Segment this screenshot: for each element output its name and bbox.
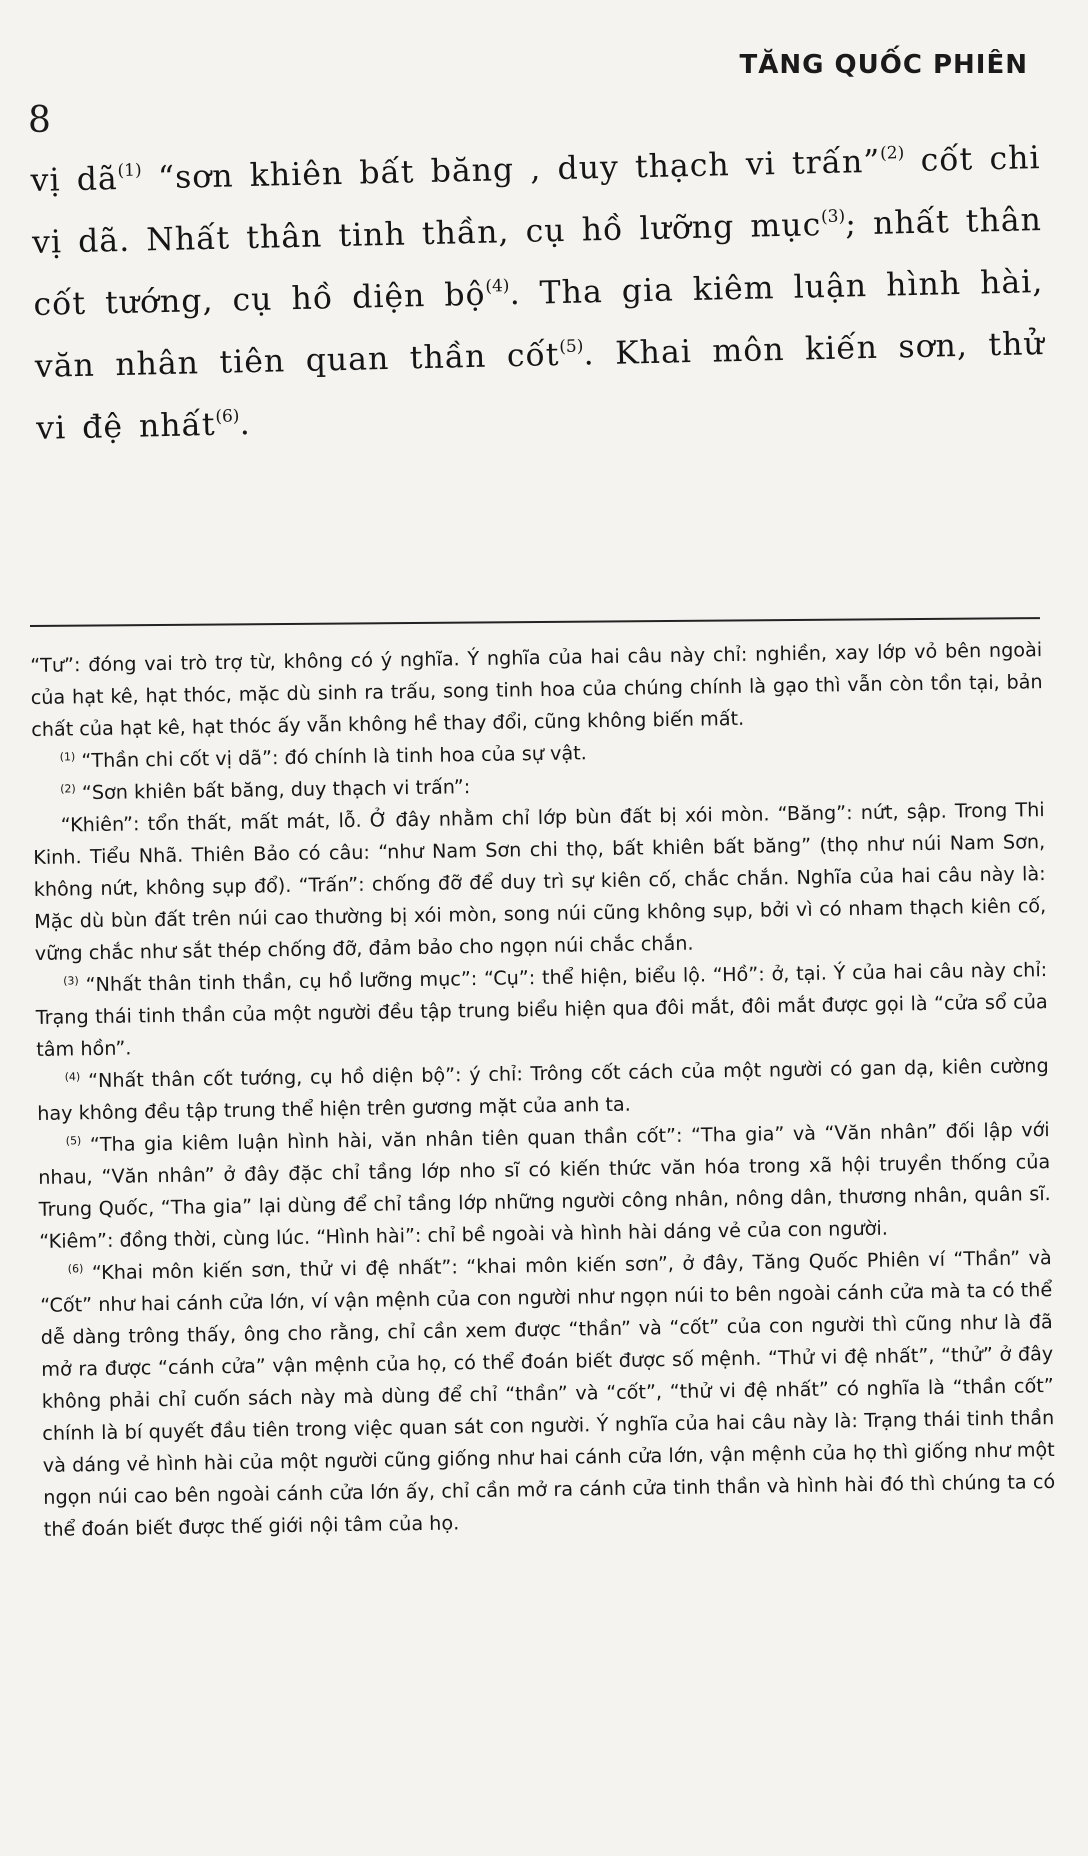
footnote-reference: (3): [820, 206, 846, 228]
verse-segment: . Tha gia kiêm luận hình hài, văn nhân tiên quan thần cốt: [34, 264, 1044, 385]
footnote-text: “Khai môn kiến sơn, thử vi đệ nhất”: “khai môn kiến sơn”, ở đây, Tăng Quốc Phiên ví “Thần” và “Cốt” như hai cánh cửa lớn, ví vận mệnh của con người như ngọn núi to bên ngoài cánh cửa mà ta có thể dễ dàng trông thấy, ông cho rằng, chỉ cần xem được “thần” và “cốt” của con người thì cũng như là đã mở ra được “cánh cửa” vận mệnh của họ, có thể đoán biết được số mệnh. “Thử vi đệ nhất”, “thử” ở đây không phải chỉ cuốn sách này mà dùng để chỉ “thần” và “cốt”, “thử vi đệ nhất” có nghĩa là “thần cốt” chính là bí quyết đầu tiên trong việc quan sát con người. Ý nghĩa của hai câu này là: Trạng thái tinh thần và dáng vẻ hình hài của một người cũng giống như hai cánh cửa lớn, vận mệnh của họ thì giống như một ngọn núi cao bên ngoài cánh cửa lớn ấy, chỉ cần mở ra cánh cửa tinh thần và hình hài đó thì chúng ta có thể đoán biết được thế giới nội tâm của họ.: [40, 1246, 1056, 1541]
footnote-marker: (4): [64, 1070, 81, 1084]
footnote-marker: (1): [59, 750, 76, 764]
running-header-title: TĂNG QUỐC PHIÊN: [739, 50, 1028, 80]
page-number: 8: [28, 100, 51, 141]
verse-segment: “sơn khiên bất băng , duy thạch vi trấn”: [141, 143, 881, 197]
footnote-text: “Nhất thân tinh thần, cụ hồ lưỡng mục”: “Cụ”: thể hiện, biểu lộ. “Hồ”: ở, tại. Ý của hai câu này chỉ: Trạng thái tinh thần của một người đều tập trung biểu hiện qua đôi mắt, đôi mắt được gọi là “cửa sổ của tâm hồn”.: [35, 958, 1048, 1061]
footnotes: [30, 634, 1056, 1546]
footnote-text: “Tư”: đóng vai trò trợ từ, không có ý nghĩa. Ý nghĩa của hai câu này chỉ: nghiền, xay lớp vỏ bên ngoài của hạt kê, hạt thóc, mặc dù sinh ra trấu, song tinh hoa của chúng chính là gạo thì vẫn còn tồn tại, bản chất của hạt kê, hạt thóc ấy vẫn không hề thay đổi, cũng không biến mất.: [30, 638, 1043, 741]
footnote-marker: (6): [67, 1262, 84, 1276]
footnote-paragraph: [35, 954, 1048, 1066]
footnote-paragraph: [30, 634, 1043, 746]
footnote-text: “Nhất thân cốt tướng, cụ hồ diện bộ”: ý chỉ: Trông cốt cách của một người có gan dạ, kiên cường hay không đều tập trung thể hiện trên gương mặt của anh ta.: [37, 1054, 1049, 1125]
footnote-marker: (3): [63, 974, 79, 988]
footnote-separator-rule: [30, 617, 1040, 627]
footnote-reference: (5): [559, 336, 584, 358]
footnote-reference: (6): [215, 406, 240, 427]
footnote-text: “Thần chi cốt vị dã”: đó chính là tinh hoa của sự vật.: [75, 741, 587, 773]
footnote-text: “Khiên”: tổn thất, mất mát, lỗ. Ở đây nhằm chỉ lớp bùn đất bị xói mòn. “Băng”: nứt, sập. Trong Thi Kinh. Tiểu Nhã. Thiên Bảo có câu: “như Nam Sơn chi thọ, bất khiên bất băng” (thọ như núi Nam Sơn, không nứt, không sụp đổ). “Trấn”: chống đỡ để duy trì sự kiên cố, chắc chắn. Nghĩa của hai câu này là: Mặc dù bùn đất trên núi cao thường bị xói mòn, song núi cũng không sụp, bởi vì có nham thạch kiên cố, vững chắc như sắt thép chống đỡ, đảm bảo cho ngọn núi chắc chắn.: [33, 798, 1047, 965]
footnote-marker: (2): [60, 782, 76, 796]
footnote-text: “Tha gia kiêm luận hình hài, văn nhân tiên quan thần cốt”: “Tha gia” và “Văn nhân” đối lập với nhau, “Văn nhân” ở đây đặc chỉ tầng lớp nho sĩ có kiến thức văn hóa trong xã hội truyền thống của Trung Quốc, “Tha gia” lại dùng để chỉ tầng lớp những người công nhân, nông dân, thương nhân, quân sĩ. “Kiêm”: đồng thời, cùng lúc. “Hình hài”: chỉ bề ngoài và hình hài dáng vẻ của con người.: [38, 1118, 1051, 1253]
footnote-paragraph: [33, 794, 1047, 970]
verse-segment: .: [239, 406, 252, 443]
footnote-reference: (4): [485, 276, 510, 297]
verse-segment: . Khai môn kiến sơn, thử vi đệ nhất: [35, 326, 1046, 447]
footnote-marker: (5): [65, 1134, 82, 1148]
footnote-reference: (1): [117, 160, 142, 182]
main-verse-text: [30, 127, 1047, 460]
verse-segment: ; nhất thân cốt tướng, cụ hồ diện bộ: [33, 202, 1043, 323]
verse-segment: vị dã: [30, 161, 119, 199]
footnote-paragraph: [40, 1242, 1056, 1546]
footnote-text: “Sơn khiên bất băng, duy thạch vi trấn”:: [75, 775, 471, 805]
footnote-reference: (2): [879, 143, 905, 164]
verse-segment: cốt chi vị dã. Nhất thân tinh thần, cụ hồ lưỡng mục: [31, 140, 1041, 261]
footnote-paragraph: [38, 1114, 1052, 1258]
